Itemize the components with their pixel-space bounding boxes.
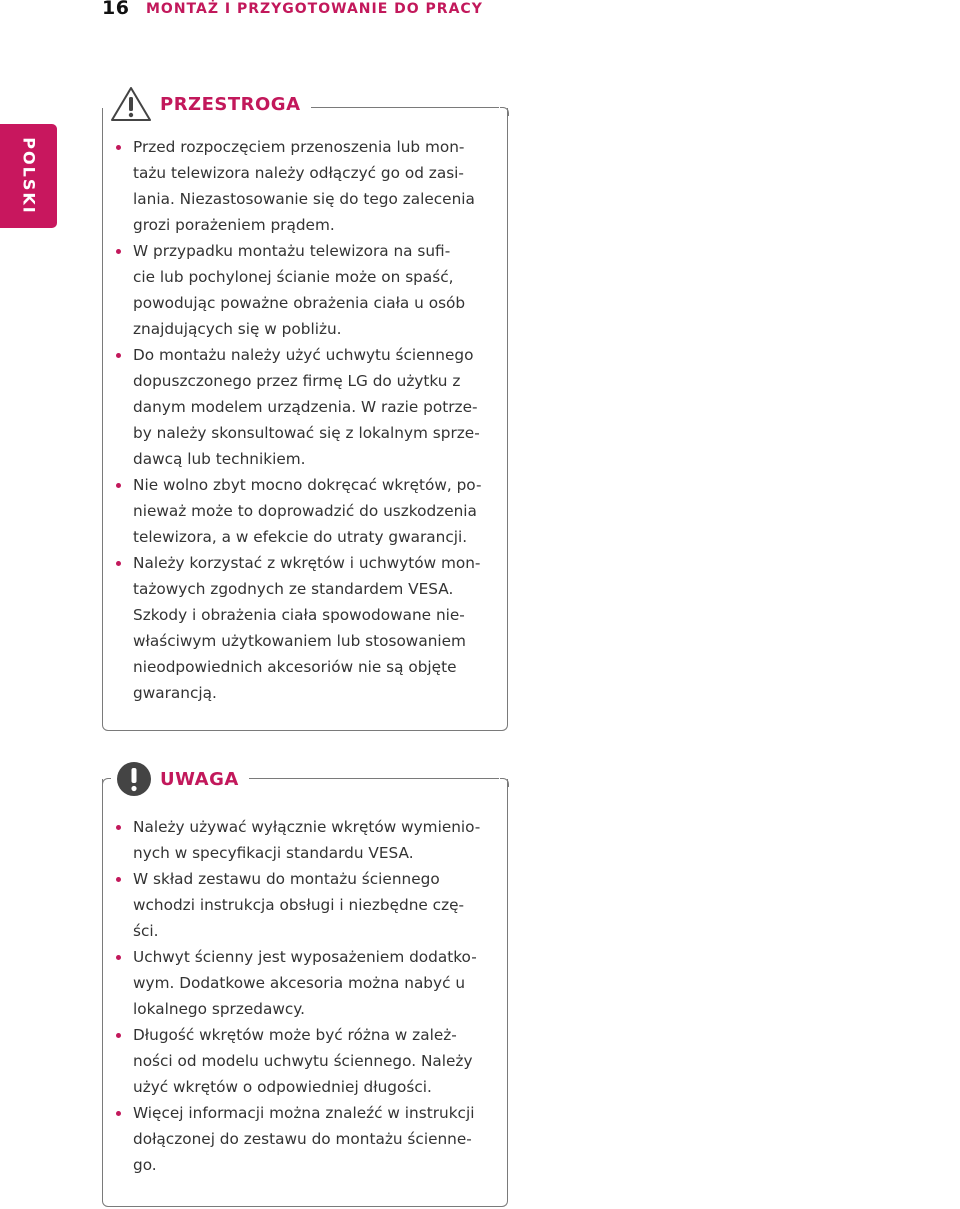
warning-triangle-icon (110, 86, 152, 122)
section-title: MONTAŻ I PRZYGOTOWANIE DO PRACY (146, 1, 483, 17)
bullet-icon (116, 145, 121, 150)
note-list-item (133, 1100, 493, 1178)
caution-box-corner (500, 107, 509, 116)
note-list (133, 814, 493, 1178)
note-box-left-corner (102, 778, 111, 787)
caution-heading (110, 86, 301, 122)
page-number: 16 (102, 0, 130, 19)
note-list-item (133, 866, 493, 944)
caution-list-item (133, 550, 493, 706)
note-box-top-border (249, 778, 499, 779)
note-list-item (133, 1022, 493, 1100)
note-item-text: W skład zestawu do montażu ściennego wchodzi instrukcja obsługi i niezbędne czę- ści. (133, 870, 465, 940)
note-item-text: Należy używać wyłącznie wkrętów wymienio- nych w specyfikacji standardu VESA. (133, 818, 481, 862)
caution-box-top-border (311, 107, 499, 108)
caution-list-item (133, 342, 493, 472)
caution-item-text: Przed rozpoczęciem przenoszenia lub mon- tażu telewizora należy odłączyć go od zasi- lania. Niezastosowanie się do tego zalecenia grozi porażeniem prądem. (133, 138, 475, 234)
note-box-corner (500, 778, 509, 787)
note-list-item (133, 944, 493, 1022)
note-item-text: Uchwyt ścienny jest wyposażeniem dodatko- wym. Dodatkowe akcesoria można nabyć u lokalnego sprzedawcy. (133, 948, 477, 1018)
caution-box (102, 108, 508, 731)
caution-item-text: Należy korzystać z wkrętów i uchwytów mon- tażowych zgodnych ze standardem VESA. Szkody i obrażenia ciała spowodowane nie- właściwym użytkowaniem lub stosowaniem nieodpowiednich akcesoriów nie są objęte gwarancją. (133, 554, 481, 702)
language-tab (0, 124, 57, 228)
bullet-icon (116, 955, 121, 960)
bullet-icon (116, 249, 121, 254)
bullet-icon (116, 561, 121, 566)
caution-list-item (133, 134, 493, 238)
bullet-icon (116, 825, 121, 830)
caution-item-text: Do montażu należy użyć uchwytu ściennego dopuszczonego przez firmę LG do użytku z danym modelem urządzenia. W razie potrze- by należy skonsultować się z lokalnym sprze- dawcą lub technikiem. (133, 346, 480, 468)
caution-heading-text: PRZESTROGA (160, 93, 301, 115)
bullet-icon (116, 877, 121, 882)
caution-item-text: W przypadku montażu telewizora na sufi- cie lub pochylonej ścianie może on spaść, powodując poważne obrażenia ciała u osób znajdujących się w pobliżu. (133, 242, 466, 338)
caution-list-item (133, 472, 493, 550)
note-item-text: Długość wkrętów może być różna w zależ- ności od modelu uchwytu ściennego. Należy użyć wkrętów o odpowiedniej długości. (133, 1026, 473, 1096)
note-item-text: Więcej informacji można znaleźć w instrukcji dołączonej do zestawu do montażu ścienne- go. (133, 1104, 475, 1174)
note-heading (116, 761, 239, 797)
bullet-icon (116, 353, 121, 358)
exclamation-circle-icon (116, 761, 152, 797)
bullet-icon (116, 483, 121, 488)
bullet-icon (116, 1111, 121, 1116)
note-list-item (133, 814, 493, 866)
bullet-icon (116, 1033, 121, 1038)
caution-item-text: Nie wolno zbyt mocno dokręcać wkrętów, po- nieważ może to doprowadzić do uszkodzenia telewizora, a w efekcie do utraty gwarancji. (133, 476, 482, 546)
note-heading-text: UWAGA (160, 768, 239, 790)
caution-list (133, 134, 493, 706)
caution-list-item (133, 238, 493, 342)
language-tab-label: POLSKI (19, 137, 38, 215)
note-box (102, 779, 508, 1207)
